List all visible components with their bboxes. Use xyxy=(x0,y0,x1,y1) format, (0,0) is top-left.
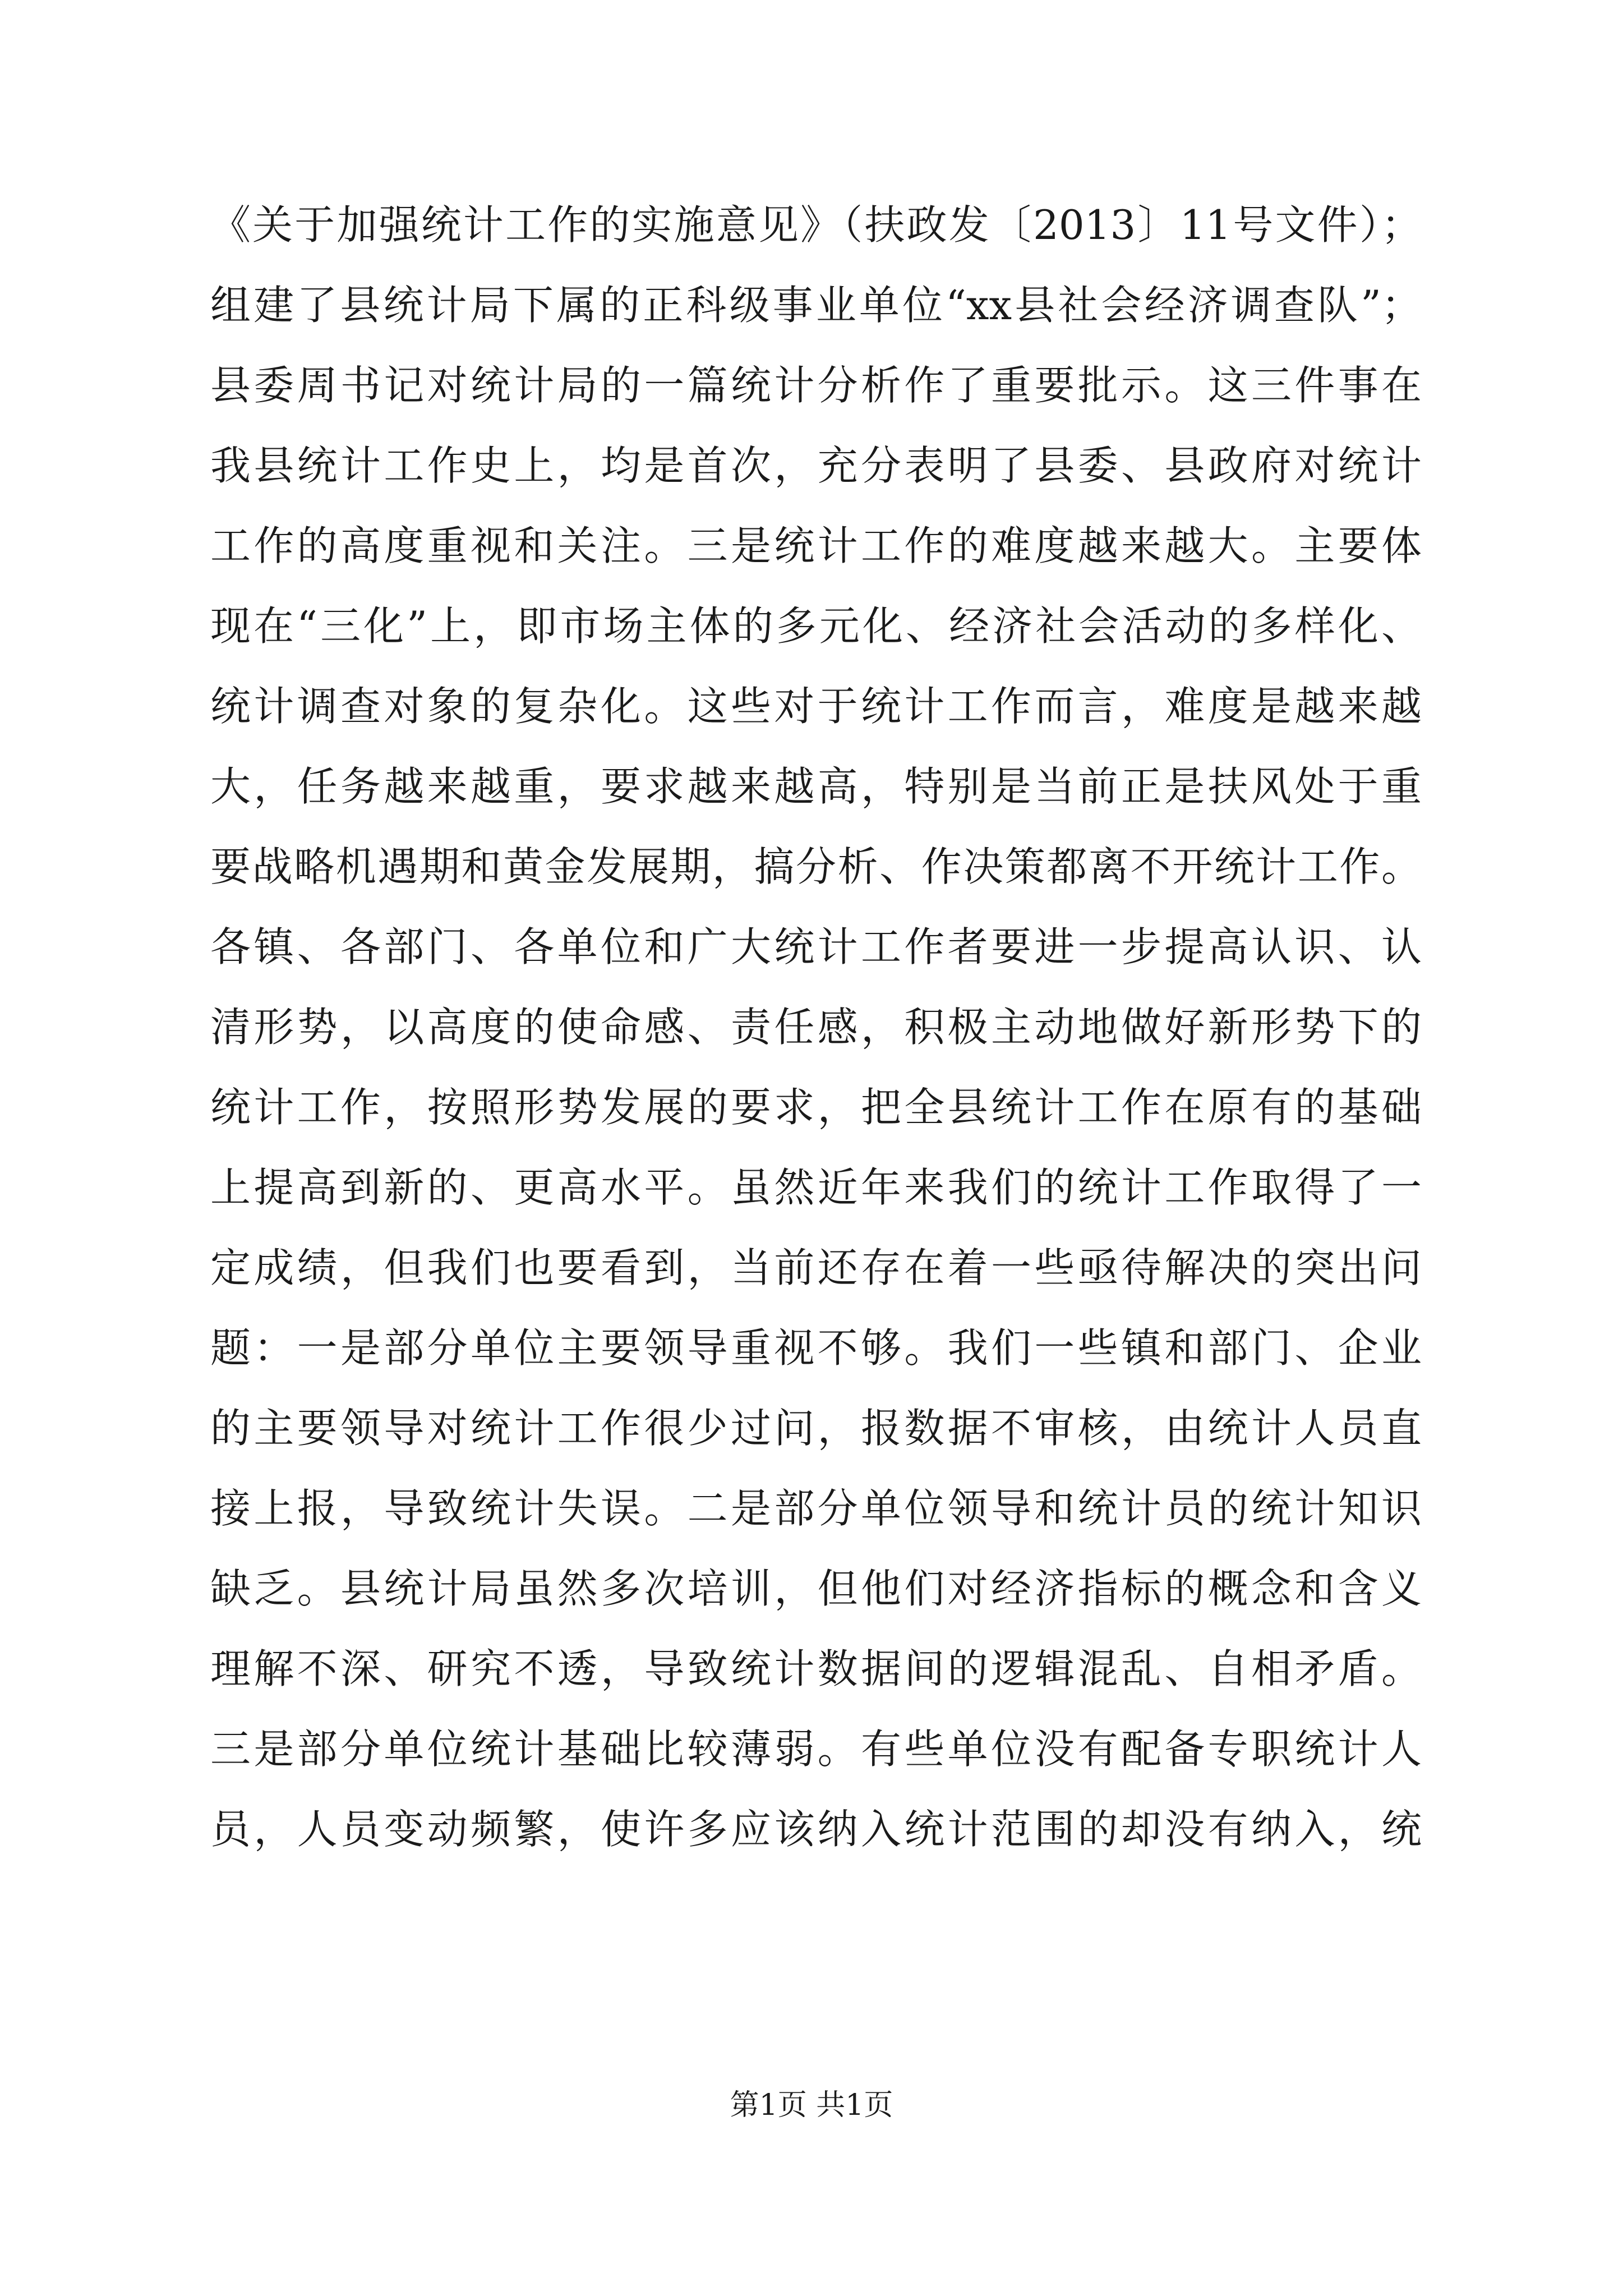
page-number: 第1页 共1页 xyxy=(730,2088,893,2122)
text-line: 题：一是部分单位主要领导重视不够。我们一些镇和部门、企业 xyxy=(210,1324,1422,1372)
text-line: 清形势，以高度的使命感、责任感，积极主动地做好新形势下的 xyxy=(210,1004,1422,1051)
body-text xyxy=(210,185,1422,1870)
text-line: 定成绩，但我们也要看到，当前还存在着一些亟待解决的突出问 xyxy=(210,1244,1422,1291)
text-line: 现在“三化”上，即市场主体的多元化、经济社会活动的多样化、 xyxy=(210,602,1422,650)
text-line: 接上报，导致统计失误。二是部分单位领导和统计员的统计知识 xyxy=(210,1485,1422,1532)
text-line: 要战略机遇期和黄金发展期，搞分析、作决策都离不开统计工作。 xyxy=(210,843,1422,890)
text-line: 工作的高度重视和关注。三是统计工作的难度越来越大。主要体 xyxy=(210,522,1422,569)
text-line: 的主要领导对统计工作很少过问，报数据不审核，由统计人员直 xyxy=(210,1405,1422,1452)
text-line: 理解不深、研究不透，导致统计数据间的逻辑混乱、自相矛盾。 xyxy=(210,1645,1422,1692)
text-line: 员，人员变动频繁，使许多应该纳入统计范围的却没有纳入，统 xyxy=(210,1806,1422,1853)
text-line: 各镇、各部门、各单位和广大统计工作者要进一步提高认识、认 xyxy=(210,923,1422,970)
text-line: 统计调查对象的复杂化。这些对于统计工作而言，难度是越来越 xyxy=(210,683,1422,730)
text-line: 《关于加强统计工作的实施意见》（扶政发〔2013〕11号文件）； xyxy=(210,201,1422,249)
text-line: 三是部分单位统计基础比较薄弱。有些单位没有配备专职统计人 xyxy=(210,1726,1422,1773)
text-line: 组建了县统计局下属的正科级事业单位“xx县社会经济调查队”； xyxy=(210,282,1422,329)
text-line: 上提高到新的、更高水平。虽然近年来我们的统计工作取得了一 xyxy=(210,1164,1422,1211)
text-line: 我县统计工作史上，均是首次，充分表明了县委、县政府对统计 xyxy=(210,442,1422,489)
text-line: 统计工作，按照形势发展的要求，把全县统计工作在原有的基础 xyxy=(210,1084,1422,1131)
text-line: 缺乏。县统计局虽然多次培训，但他们对经济指标的概念和含义 xyxy=(210,1565,1422,1612)
page-footer xyxy=(0,2086,1623,2125)
text-line: 大，任务越来越重，要求越来越高，特别是当前正是扶风处于重 xyxy=(210,763,1422,810)
text-line: 县委周书记对统计局的一篇统计分析作了重要批示。这三件事在 xyxy=(210,362,1422,409)
